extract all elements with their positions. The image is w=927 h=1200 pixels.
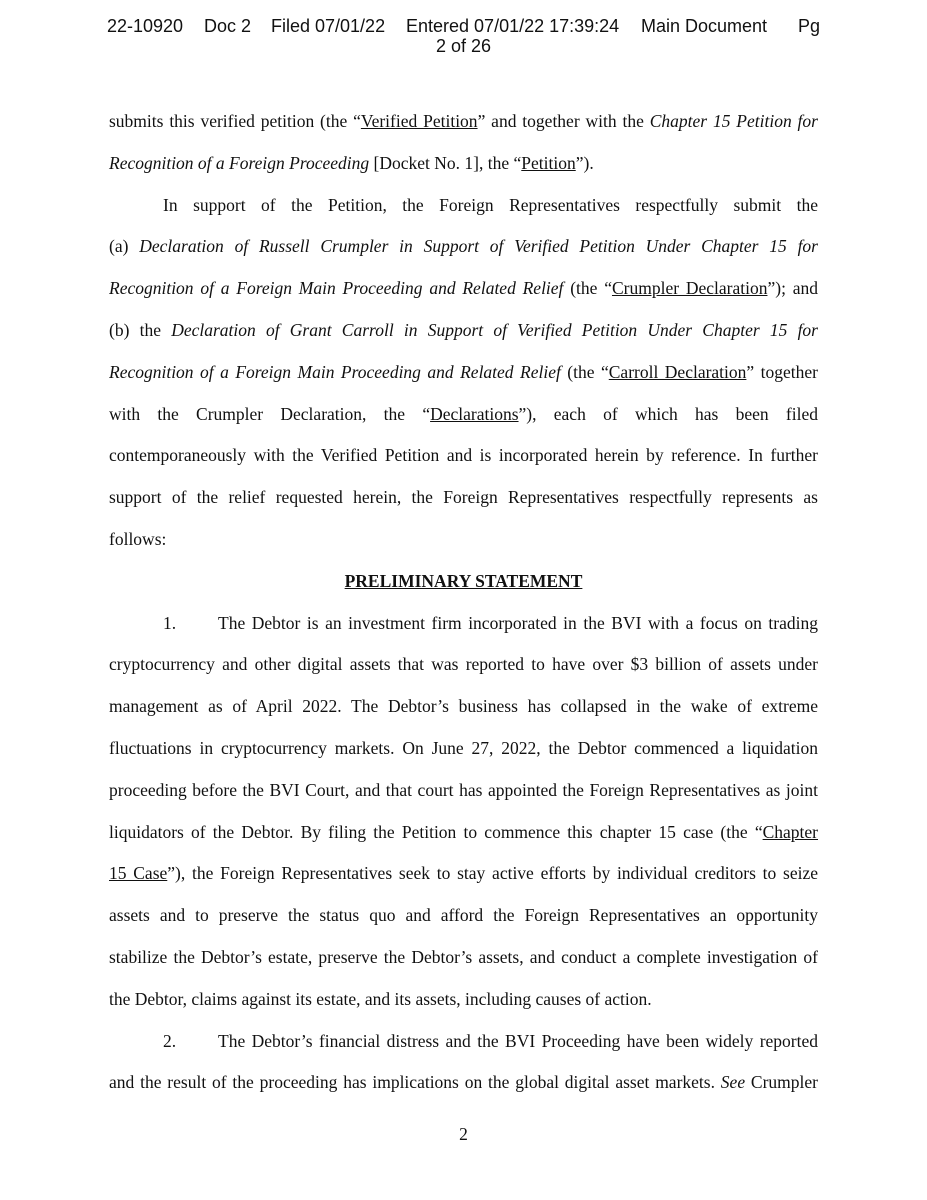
text-line — [109, 853, 818, 895]
text-run: and the result of the proceeding has implications on the global digital asset markets. — [109, 1072, 721, 1093]
text-run: (the “ — [560, 361, 609, 382]
text-line — [109, 143, 818, 185]
italic-text: Recognition of a Foreign Proceeding — [109, 152, 370, 173]
text-run: ”). — [575, 152, 594, 173]
text-line — [109, 603, 818, 645]
defined-term: Declarations — [430, 403, 519, 424]
entered-date: Entered 07/01/22 17:39:24 — [406, 16, 620, 36]
text-line — [109, 1062, 818, 1104]
text-line: In support of the Petition, the Foreign Representatives respectfully submit the — [163, 194, 818, 215]
defined-term: Petition — [521, 152, 576, 173]
text-run: (b) the — [109, 319, 172, 340]
text-run: liquidators of the Debtor. By filing the Petition to commence this chapter 15 case (the “ — [109, 821, 763, 842]
text-run: The Debtor’s financial distress and the BVI Proceeding have been widely reported — [218, 1030, 818, 1051]
defined-term: Verified Petition — [360, 111, 478, 131]
italic-text: Declaration of Russell Crumpler in Support of Verified Petition Under Chapter 15 for — [139, 236, 818, 257]
text-line: the Debtor, claims against its estate, and its assets, including causes of action. — [109, 988, 652, 1009]
text-line: fluctuations in cryptocurrency markets. On June 27, 2022, the Debtor commenced a liquidation — [109, 737, 818, 758]
ecf-header-row — [0, 16, 927, 38]
text-run: ”), the Foreign Representatives seek to stay active efforts by individual creditors to seize — [167, 863, 818, 884]
case-number: 22-10920 — [107, 16, 184, 36]
italic-text: Declaration of Grant Carroll in Support of Verified Petition Under Chapter 15 for — [171, 319, 818, 340]
text-line — [109, 352, 818, 394]
text-run: (the “ — [563, 278, 612, 299]
document-body — [109, 101, 818, 1104]
text-run: Crumpler — [745, 1072, 818, 1093]
main-document-label: Main Document — [641, 16, 768, 36]
filed-date: Filed 07/01/22 — [271, 16, 386, 36]
text-line: assets and to preserve the status quo and afford the Foreign Representatives an opportunity — [109, 905, 818, 926]
paragraph-number: 2. — [163, 1030, 177, 1051]
italic-text: Recognition of a Foreign Main Proceeding and Related Relief — [109, 361, 561, 382]
italic-text: Chapter 15 Petition for — [649, 111, 818, 131]
text-line — [109, 1021, 818, 1063]
text-line — [109, 268, 818, 310]
text-run: submits this verified petition (the “ — [109, 111, 361, 131]
text-line: support of the relief requested herein, the Foreign Representatives respectfully represents as — [109, 487, 818, 508]
text-line: stabilize the Debtor’s estate, preserve the Debtor’s assets, and conduct a complete investigation of — [109, 946, 818, 967]
text-run: (a) — [109, 236, 140, 257]
text-line: proceeding before the BVI Court, and that court has appointed the Foreign Representatives as joint — [109, 779, 818, 800]
doc-number: Doc 2 — [204, 16, 252, 36]
defined-term: Carroll Declaration — [608, 361, 747, 382]
italic-text: Recognition of a Foreign Main Proceeding and Related Relief — [109, 278, 564, 299]
defined-term: Chapter — [762, 821, 818, 842]
text-run: [Docket No. 1], the “ — [369, 152, 522, 173]
text-line: cryptocurrency and other digital assets that was reported to have over $3 billion of assets under — [109, 654, 818, 675]
text-line — [109, 394, 818, 436]
defined-term: 15 Case — [109, 863, 168, 884]
text-line — [109, 101, 818, 143]
text-line — [109, 226, 818, 268]
text-run: ”), each of which has been filed — [518, 403, 818, 424]
text-line: contemporaneously with the Verified Petition and is incorporated herein by reference. In further — [109, 445, 818, 466]
defined-term: Crumpler Declaration — [611, 278, 768, 299]
text-line — [109, 812, 818, 854]
section-heading: PRELIMINARY STATEMENT — [344, 570, 583, 591]
paragraph-number: 1. — [163, 612, 177, 633]
page-of-total: 2 of 26 — [435, 36, 492, 56]
text-line: follows: — [109, 528, 167, 549]
text-line: management as of April 2022. The Debtor’s business has collapsed in the wake of extreme — [109, 696, 818, 717]
text-run: The Debtor is an investment firm incorporated in the BVI with a focus on trading — [218, 612, 818, 633]
italic-text: See — [720, 1072, 746, 1093]
text-run: ”); and — [767, 278, 818, 299]
text-line — [109, 310, 818, 352]
pg-label: Pg — [798, 16, 821, 36]
text-run: ” and together with the — [477, 111, 650, 131]
page-number: 2 — [459, 1124, 468, 1144]
ecf-header — [0, 16, 927, 56]
text-run: with the Crumpler Declaration, the “ — [109, 403, 431, 424]
text-run: ” together — [746, 361, 818, 382]
